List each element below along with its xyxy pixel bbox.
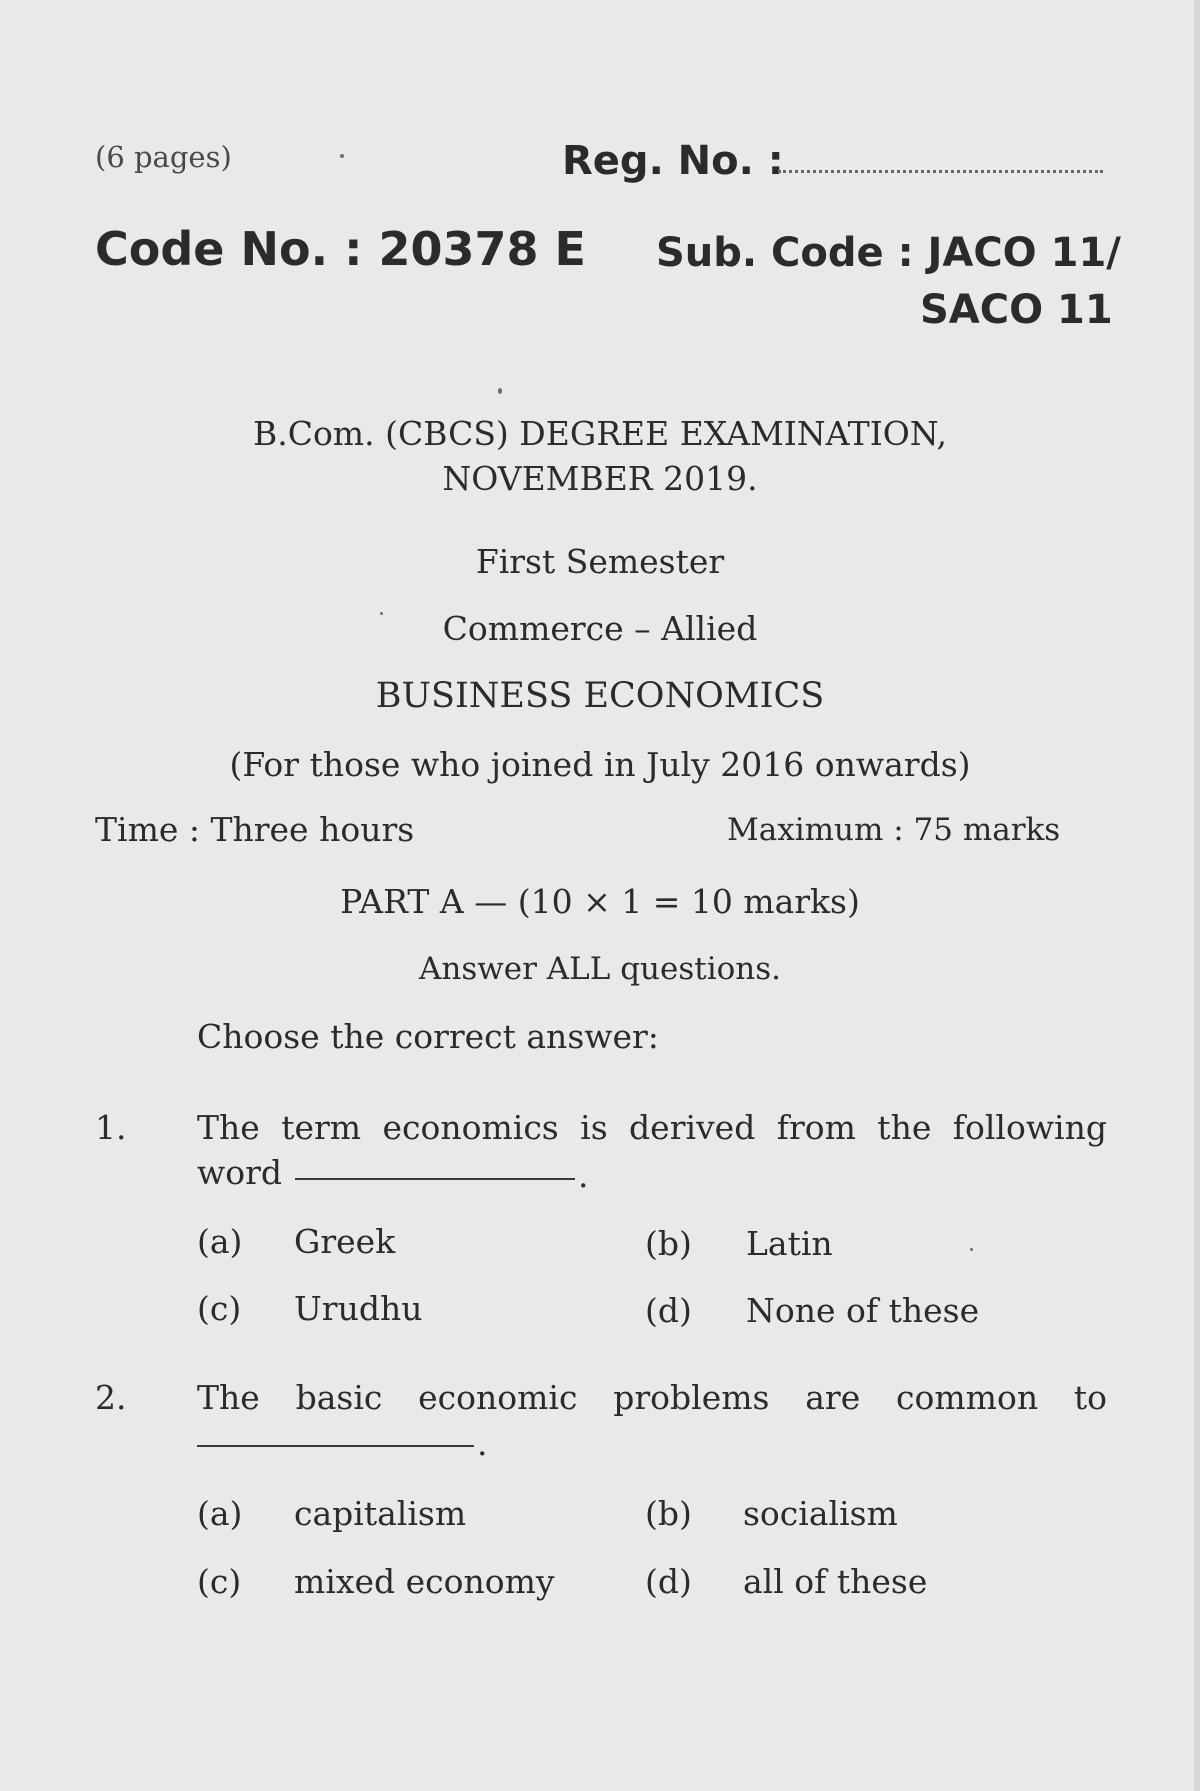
option-text: capitalism xyxy=(294,1494,467,1533)
option-letter: (c) xyxy=(197,1562,242,1601)
exam-title-line2: NOVEMBER 2019. xyxy=(442,459,758,498)
question-number: 1. xyxy=(95,1108,127,1147)
blank-period: . xyxy=(477,1424,488,1463)
option-letter: (a) xyxy=(197,1494,243,1533)
reg-no-field xyxy=(778,170,1103,173)
page-count: (6 pages) xyxy=(95,140,232,174)
answer-blank xyxy=(295,1178,575,1180)
blank-period: . xyxy=(578,1156,589,1195)
option-letter: (a) xyxy=(197,1222,243,1261)
scan-speck xyxy=(380,612,383,615)
option-text: mixed economy xyxy=(294,1562,555,1601)
option-text: socialism xyxy=(743,1494,898,1533)
option-text: all of these xyxy=(743,1562,928,1601)
scan-speck xyxy=(970,1248,973,1251)
subject-title: BUSINESS ECONOMICS xyxy=(375,676,825,716)
option-letter: (b) xyxy=(645,1494,692,1533)
branch: Commerce – Allied xyxy=(442,609,758,648)
option-letter: (d) xyxy=(645,1291,692,1330)
sub-instruction: Choose the correct answer: xyxy=(197,1017,659,1056)
time-allowed: Time : Three hours xyxy=(95,810,415,849)
question-text: The basic economic problems are common to xyxy=(197,1378,1107,1417)
scan-speck xyxy=(340,154,344,158)
option-letter: (c) xyxy=(197,1289,242,1328)
option-text: Urudhu xyxy=(294,1289,423,1328)
code-number: Code No. : 20378 E xyxy=(95,222,586,276)
option-text: Greek xyxy=(294,1222,396,1261)
reg-no-label: Reg. No. : xyxy=(562,138,784,184)
option-letter: (d) xyxy=(645,1562,692,1601)
question-number: 2. xyxy=(95,1378,127,1417)
sub-code-line2: SACO 11 xyxy=(920,287,1113,333)
scan-speck xyxy=(498,388,502,394)
exam-title-line1: B.Com. (CBCS) DEGREE EXAMINATION, xyxy=(252,414,948,453)
part-heading: PART A — (10 × 1 = 10 marks) xyxy=(340,882,860,921)
eligibility-note: (For those who joined in July 2016 onwards) xyxy=(229,745,971,784)
answer-blank xyxy=(197,1445,474,1447)
question-text-continued: word xyxy=(197,1153,283,1192)
instruction: Answer ALL questions. xyxy=(418,951,782,987)
maximum-marks: Maximum : 75 marks xyxy=(727,812,1061,848)
semester: First Semester xyxy=(475,542,725,581)
sub-code-line1: Sub. Code : JACO 11/ xyxy=(656,230,1121,276)
question-text: The term economics is derived from the following xyxy=(197,1108,1107,1147)
option-text: Latin xyxy=(746,1224,833,1263)
option-text: None of these xyxy=(746,1291,980,1330)
option-letter: (b) xyxy=(645,1224,692,1263)
